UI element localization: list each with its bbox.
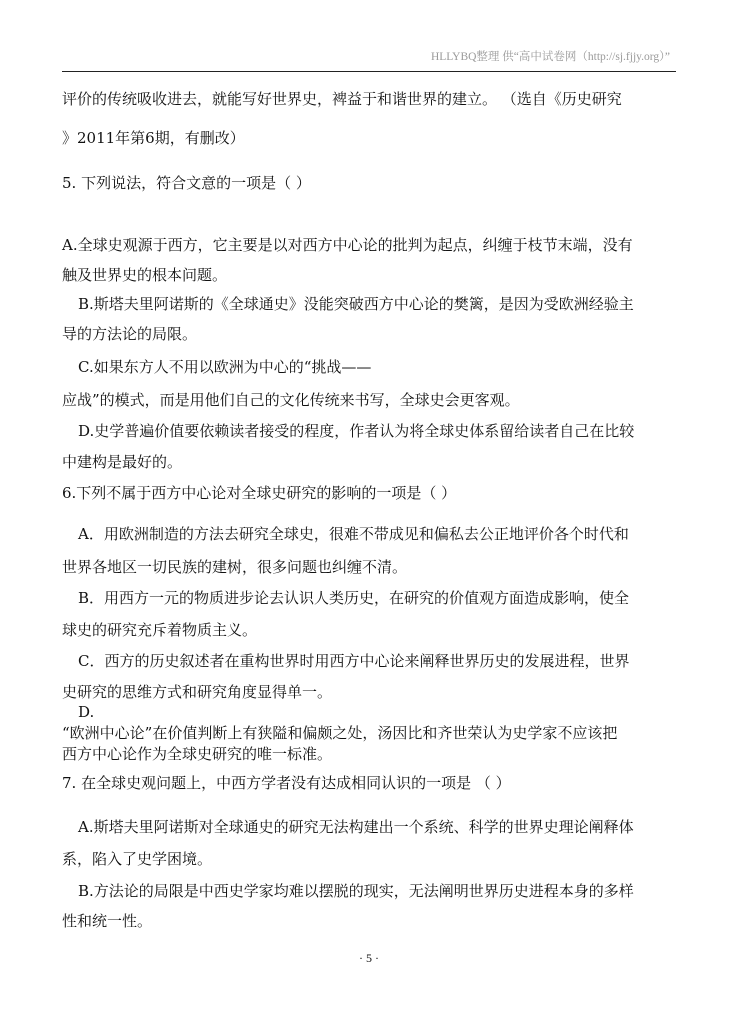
question-6-option-d: D. [78,703,95,721]
text-line: 中建构是最好的。 [62,453,183,471]
text-line: 性和统一性。 [62,912,153,930]
question-7-option-b: B.方法论的局限是中西史学家均难以摆脱的现实，无法阐明世界历史进程本身的多样 [78,882,634,900]
question-5-option-a: A.全球史观源于西方，它主要是以对西方中心论的批判为起点，纠缠于枝节末端，没有 [62,236,633,254]
question-5-stem: 5. 下列说法，符合文意的一项是（ ） [62,174,311,192]
text-line: 应战”的模式，而是用他们自己的文化传统来书写，全球史会更客观。 [62,391,520,409]
text-line: 史研究的思维方式和研究角度显得单一。 [62,683,333,701]
text-line: 触及世界史的根本问题。 [62,266,228,284]
question-6-option-c: C．西方的历史叙述者在重构世界时用西方中心论来阐释世界历史的发展进程，世界 [78,652,630,670]
question-5-option-d: D.史学普遍价值要依赖读者接受的程度，作者认为将全球史体系留给读者自己在比较 [78,422,635,440]
question-7-option-a: A.斯塔夫里阿诺斯对全球通史的研究无法构建出一个系统、科学的世界史理论阐释体 [78,818,634,836]
page-header: HLLYBQ整理 供“高中试卷网（http://sj.fjjy.org）” [430,51,670,63]
text-line: 球史的研究充斥着物质主义。 [62,621,258,639]
page-number: · 5 · [359,951,379,965]
question-6-stem: 6.下列不属于西方中心论对全球史研究的影响的一项是（ ） [62,484,457,502]
text-line: 》2011年第6期，有删改） [62,129,245,147]
header-divider [62,71,676,72]
text-line: 西方中心论作为全球史研究的唯一标准。 [62,745,333,763]
text-line: 导的方法论的局限。 [62,325,198,343]
question-6-option-a: A．用欧洲制造的方法去研究全球史，很难不带成见和偏私去公正地评价各个时代和 [78,525,629,543]
question-7-stem: 7. 在全球史观问题上，中西方学者没有达成相同认识的一项是 （ ） [62,774,511,792]
text-line: “欧洲中心论”在价值判断上有狭隘和偏颇之处，汤因比和齐世荣认为史学家不应该把 [62,724,618,742]
question-5-option-c: C.如果东方人不用以欧洲为中心的“挑战—— [78,358,372,376]
text-line: 系，陷入了史学困境。 [62,850,213,868]
question-6-option-b: B．用西方一元的物质进步论去认识人类历史，在研究的价值观方面造成影响，使全 [78,589,630,607]
text-line: 世界各地区一切民族的建树，很多问题也纠缠不清。 [62,558,408,576]
question-5-option-b: B.斯塔夫里阿诺斯的《全球通史》没能突破西方中心论的樊篱，是因为受欧洲经验主 [78,295,634,313]
text-line: 评价的传统吸收进去，就能写好世界史，裨益于和谐世界的建立。 （选自《历史研究 [62,90,622,108]
